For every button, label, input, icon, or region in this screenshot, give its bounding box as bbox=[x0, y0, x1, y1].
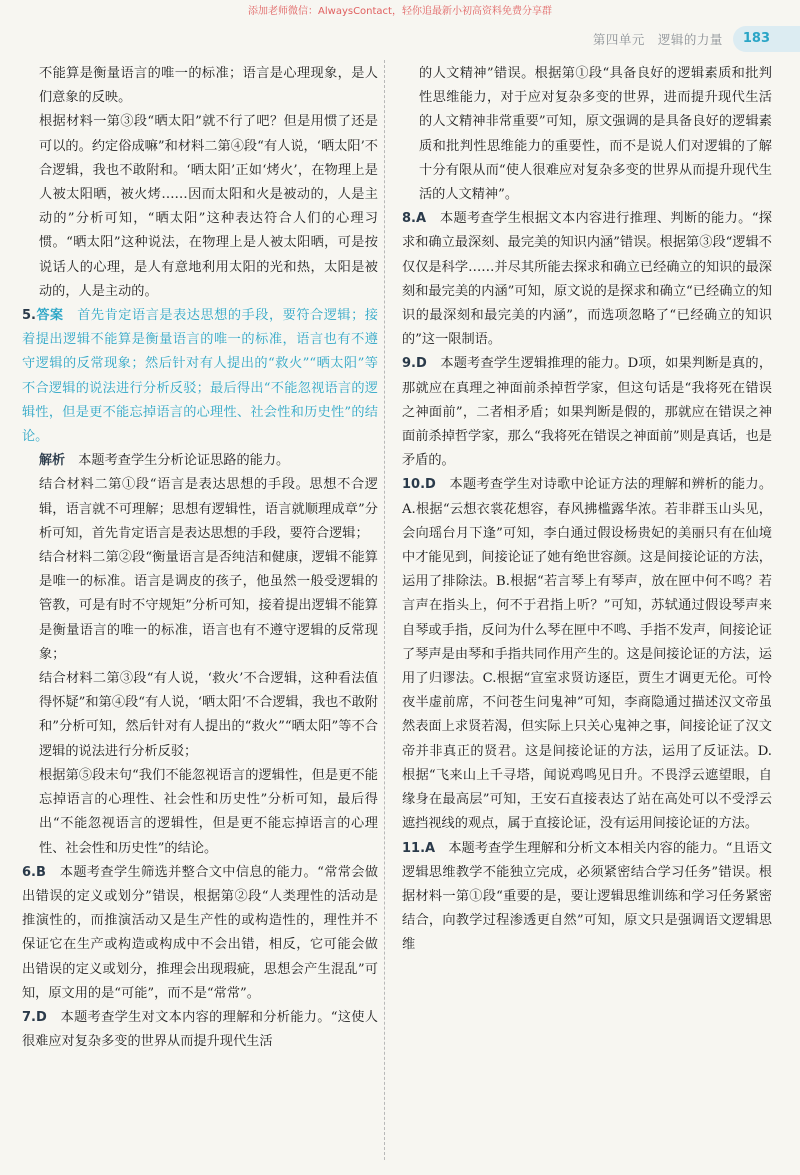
question-5 bbox=[22, 304, 378, 861]
question-number: 8.A bbox=[402, 211, 427, 227]
answer-text: 首先肯定语言是表达思想的手段，要符合逻辑；接着提出逻辑不能算是衡量语言的唯一的标准，语言也有不遵守逻辑的反常现象；然后针对有人提出的“救火”“晒太阳”等不合逻辑的说法进行分析反驳；最后得出“不能忽视语言的逻辑性，但是更不能忘掉语言的心理性、社会性和历史性”的结论。 bbox=[22, 308, 378, 445]
question-number: 10.D bbox=[402, 477, 436, 493]
unit-title: 第四单元 逻辑的力量 bbox=[592, 32, 723, 47]
question-number: 9.D bbox=[402, 356, 427, 372]
question-number: 7.D bbox=[22, 1009, 47, 1025]
question-number: 6.B bbox=[22, 864, 46, 880]
question-6 bbox=[22, 861, 378, 1006]
paragraph: 结合材料二第③段“有人说，‘救火’不合逻辑，这种看法值得怀疑”和第④段“有人说，‘晒太阳’不合逻辑，我也不敢附和”分析可知，然后针对有人提出的“救火”“晒太阳”等不合逻辑的说法进行分析反驳； bbox=[39, 671, 378, 759]
paragraph: 结合材料二第①段“语言是表达思想的手段。思想不合逻辑，语言就不可理解；思想有逻辑性，语言就顺理成章”分析可知，首先肯定语言是表达思想的手段，要符合逻辑； bbox=[39, 477, 378, 541]
paragraph: 根据第⑤段末句“我们不能忽视语言的逻辑性，但是更不能忘掉语言的心理性、社会性和历史性”分析可知，最后得出“不能忽视语言的逻辑性，但是更不能忘掉语言的心理性、社会性和历史性”的结论。 bbox=[39, 767, 378, 856]
question-11 bbox=[402, 837, 772, 958]
page-number: 183 bbox=[733, 26, 800, 52]
paragraph: 的人文精神”错误。根据第①段“具备良好的逻辑素质和批判性思维能力，对于应对复杂多变的世界，进而提升现代生活的人文精神非常重要”可知，原文强调的是具备良好的逻辑素质和批判性思维能力的重要性，而不是说人们对逻辑的了解十分有限从而“使人很难应对复杂多变的世界从而提升现代生活的人文精神”。 bbox=[419, 66, 772, 203]
paragraph: 不能算是衡量语言的唯一的标准；语言是心理现象，是人们意象的反映。 bbox=[39, 66, 378, 106]
paragraph: 结合材料二第②段“衡量语言是否纯洁和健康，逻辑不能算是唯一的标准。语言是调皮的孩子，他虽然一般受逻辑的管教，可是有时不守规矩”分析可知，接着提出逻辑不能算是衡量语言的唯一的标准，语言也有不遵守逻辑的反常现象； bbox=[39, 550, 378, 662]
paragraph: 根据材料一第③段“晒太阳”就不行了吧？但是用惯了还是可以的。约定俗成嘛”和材料二第④段“有人说，‘晒太阳’不合逻辑，我也不敢附和。‘晒太阳’正如‘烤火’，在物理上是人被太阳晒，被火烤……因而太阳和火是被动的，人是主动的”分析可知，“晒太阳”这种表达符合人们的心理习惯。“晒太阳”这种说法，在物理上是人被太阳晒，可是按说话人的心理，是人有意地利用太阳的光和热，太阳是被动的，人是主动的。 bbox=[39, 114, 378, 299]
analysis-text: 本题考查学生分析论证思路的能力。 bbox=[78, 453, 290, 469]
page-header bbox=[579, 24, 800, 54]
question-text: 本题考查学生筛选并整合文中信息的能力。“常常会做出错误的定义或划分”错误，根据第②段“人类理性的活动是推演性的，而推演活动又是生产性的或构造性的，理性并不保证它在生产或构造或构成中不会出错，相反，它可能会做出错误的定义或划分，推理会出现瑕疵，思想会产生混乱”可知，原文用的是“可能”，而不是“常常”。 bbox=[22, 864, 379, 1001]
column-divider bbox=[384, 60, 385, 1160]
question-number: 11.A bbox=[402, 840, 436, 856]
watermark-text: 添加老师微信：AlwaysContact，轻你追最新小初高资料免费分享群 bbox=[248, 6, 552, 17]
question-text: 本题考查学生逻辑推理的能力。D项，如果判断是真的，那就应在真理之神面前杀掉哲学家，但这句话是“我将死在错误之神面前”，二者相矛盾；如果判断是假的，那就应在错误之神面前杀掉哲学家，那么“我将死在错误之神面前”则是真话，也是矛盾的。 bbox=[402, 356, 773, 469]
question-text: 本题考查学生对文本内容的理解和分析能力。“这使人很难应对复杂多变的世界从而提升现代生活 bbox=[22, 1009, 378, 1050]
question-8 bbox=[402, 207, 772, 352]
question-10 bbox=[402, 473, 772, 836]
right-column bbox=[402, 62, 772, 958]
question-number: 5. bbox=[22, 308, 36, 324]
question-text: 本题考查学生根据文本内容进行推理、判断的能力。“探求和确立最深刻、最完美的知识内涵”错误。根据第③段“逻辑不仅仅是科学……并尽其所能去探求和确立已经确立的知识的最深刻和最完美的内涵”可知，原文说的是探求和确立“已经确立的知识的最深刻和最完美的内涵”，而选项忽略了“已经确立的知识的”这一限制语。 bbox=[402, 211, 772, 348]
analysis-label: 解析 bbox=[39, 453, 66, 469]
question-7 bbox=[22, 1006, 378, 1054]
question-9 bbox=[402, 352, 772, 473]
left-column bbox=[22, 62, 378, 1054]
question-text: 本题考查学生对诗歌中论证方法的理解和辨析的能力。A.根据“云想衣裳花想容，春风拂槛露华浓。若非群玉山头见，会向瑶台月下逢”可知，李白通过假设杨贵妃的美丽只有在仙境中才能见到，间接论证了她有绝世容颜。这是间接论证的方法，运用了排除法。B.根据“若言琴上有琴声，放在匣中何不鸣？若言声在指头上，何不于君指上听？”可知，苏轼通过假设琴声来自琴或手指，反问为什么琴在匣中不鸣、手指不发声，间接论证了琴声是由琴和手指共同作用产生的。这是间接论证的方法，运用了归谬法。C.根据“宣室求贤访逐臣，贾生才调更无伦。可怜夜半虚前席，不问苍生问鬼神”可知，李商隐通过描述汉文帝虽然表面上求贤若渴，但实际上只关心鬼神之事，间接论证了汉文帝并非真正的贤君。这是间接论证的方法，运用了反证法。D.根据“飞来山上千寻塔，闻说鸡鸣见日升。不畏浮云遮望眼，自缘身在最高层”可知，王安石直接表达了站在高处可以不受浮云遮挡视线的观点，属于直接论证，没有运用间接论证的方法。 bbox=[402, 477, 773, 832]
question-text: 本题考查学生理解和分析文本相关内容的能力。“且语文逻辑思维教学不能独立完成，必须紧密结合学习任务”错误。根据材料一第①段“重要的是，要让逻辑思维训练和学习任务紧密结合，向教学过程渗透更自然”可知，原文只是强调语文逻辑思维 bbox=[402, 840, 773, 953]
answer-label: 答案 bbox=[35, 308, 64, 324]
